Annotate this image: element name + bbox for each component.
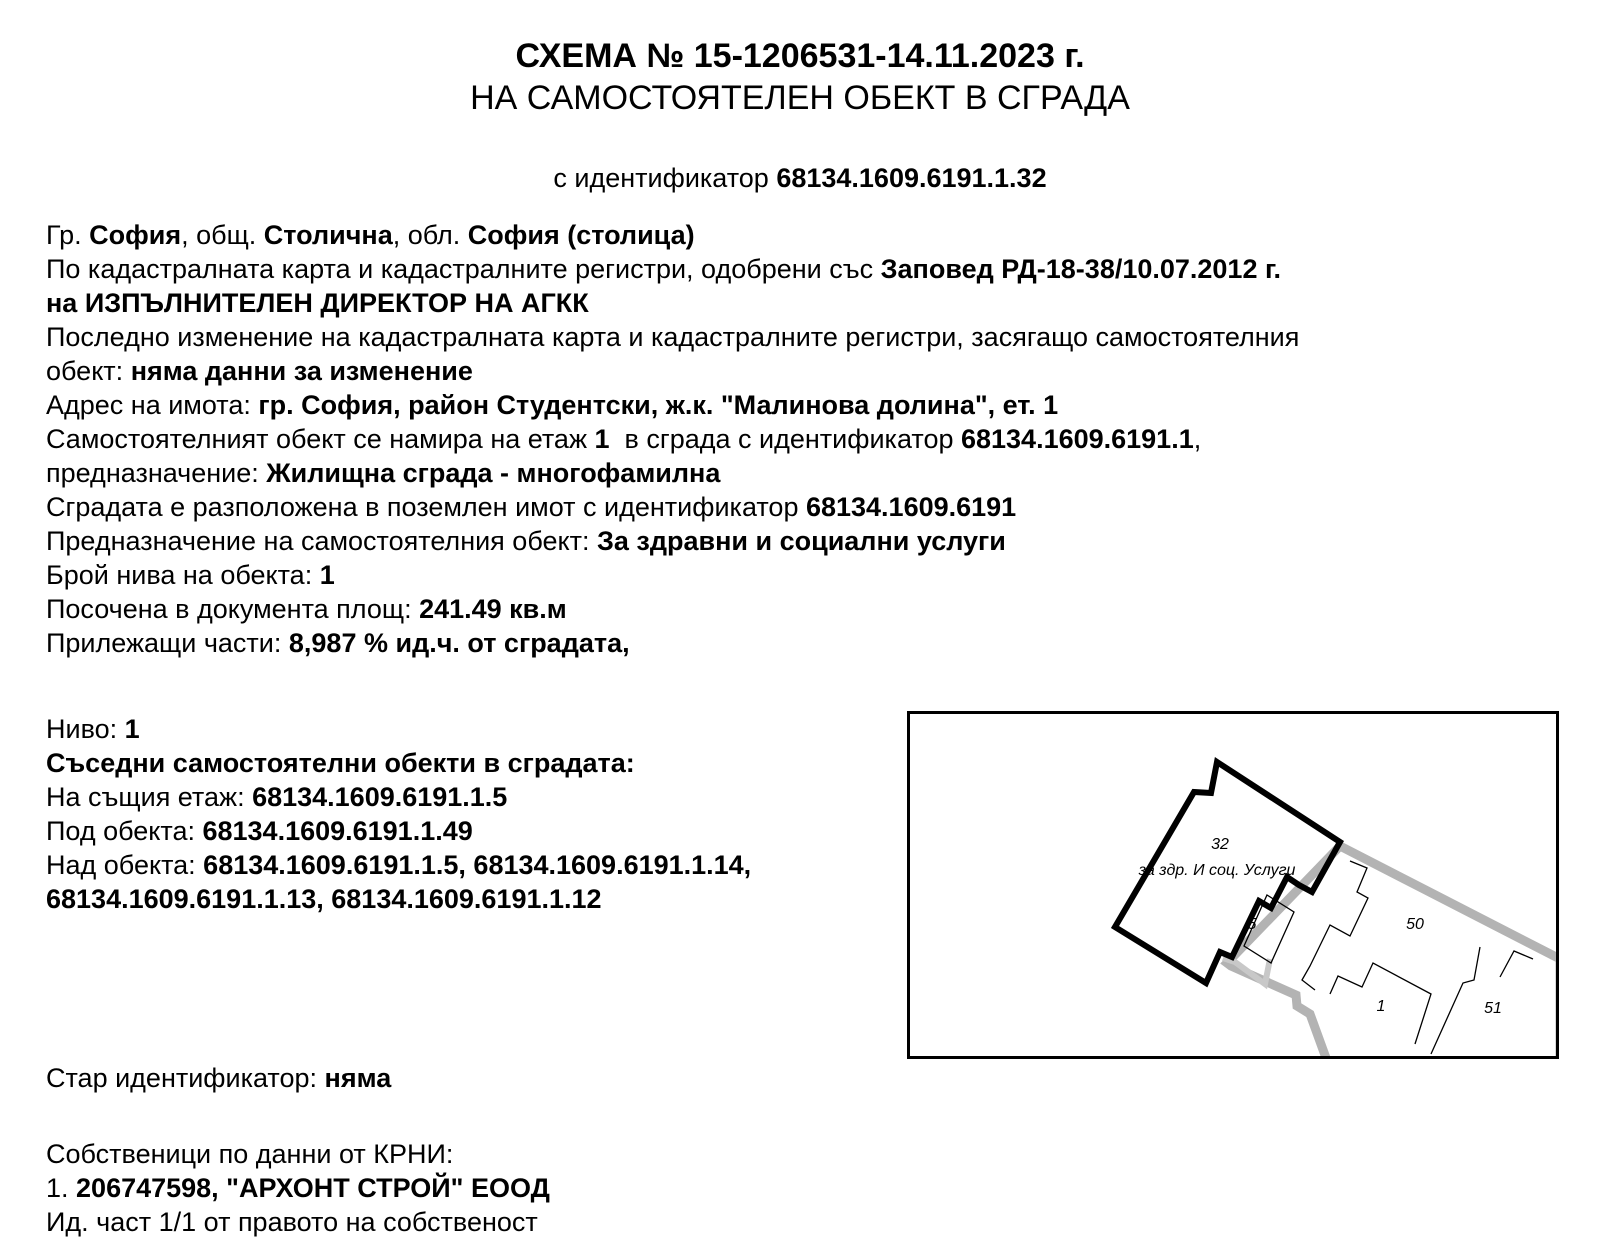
building-label: в сграда с идентификатор <box>609 424 961 454</box>
old-id-value: няма <box>324 1063 392 1093</box>
floor-value: 1 <box>594 424 610 454</box>
address-label: Адрес на имота: <box>46 390 259 420</box>
map-label-51: 51 <box>1484 1000 1502 1017</box>
above-label: Над обекта: <box>46 850 204 880</box>
building-id-suffix: , <box>1193 424 1202 454</box>
cadastral-map-sketch <box>907 711 1559 1059</box>
city-label: Гр. <box>46 220 90 250</box>
document-subtitle: НА САМОСТОЯТЕЛЕН ОБЕКТ В СГРАДА <box>470 79 1130 117</box>
area-line <box>46 592 1299 626</box>
building-id: 68134.1609.6191.1 <box>960 424 1194 454</box>
same-floor-value: 68134.1609.6191.1.5 <box>252 782 508 812</box>
last-change-label-2: обект: <box>46 356 131 386</box>
parts-value: 8,987 % ид.ч. от сградата, <box>288 628 630 658</box>
levels-line <box>46 558 1299 592</box>
below-value: 68134.1609.6191.1.49 <box>202 816 473 846</box>
connector-strip <box>1223 958 1270 984</box>
region-label: , обл. <box>392 220 468 250</box>
map-label-5: 5 <box>1247 916 1257 933</box>
purpose-label: предназначение: <box>46 458 267 488</box>
map-svg <box>910 714 1556 1056</box>
building-purpose: Жилищна сграда - многофамилна <box>266 458 721 488</box>
city-value: София <box>89 220 182 250</box>
owner-line <box>46 1171 550 1205</box>
map-label-purpose: за здр. И соц. Услуги <box>1138 862 1296 879</box>
above-line-2 <box>46 882 751 916</box>
address-line <box>46 388 1299 422</box>
last-change-value: няма данни за изменение <box>130 356 473 386</box>
object-purpose-label: Предназначение на самостоятелния обект: <box>46 526 597 556</box>
owners-heading-line <box>46 1137 550 1171</box>
land-label: Сградата е разположена в поземлен имот с идентификатор <box>46 492 806 522</box>
object-identifier: 68134.1609.6191.1.32 <box>776 163 1047 193</box>
area-label: Посочена в документа площ: <box>46 594 420 624</box>
above-value-2: 68134.1609.6191.1.13, 68134.1609.6191.1.12 <box>46 884 602 914</box>
address-value: гр. София, район Студентски, ж.к. "Малинова долина", ет. 1 <box>258 390 1059 420</box>
below-line <box>46 814 751 848</box>
owners-block <box>46 1137 550 1239</box>
cadastre-order: Заповед РД-18-38/10.07.2012 г. <box>880 254 1282 284</box>
above-value-1: 68134.1609.6191.1.5, 68134.1609.6191.1.14, <box>203 850 752 880</box>
map-label-1: 1 <box>1376 998 1386 1015</box>
land-line <box>46 490 1299 524</box>
old-id-label: Стар идентификатор: <box>46 1063 325 1093</box>
region-value: София (столица) <box>467 220 695 250</box>
level-label: Ниво: <box>46 714 125 744</box>
floor-label: Самостоятелният обект се намира на етаж <box>46 424 595 454</box>
parts-label: Прилежащи части: <box>46 628 289 658</box>
unit-51-division <box>1431 947 1480 1054</box>
level-line <box>46 712 751 746</box>
municipality-label: , общ. <box>181 220 264 250</box>
neighbors-block <box>46 712 751 916</box>
object-purpose: За здравни и социални услуги <box>596 526 1006 556</box>
parts-line <box>46 626 1299 660</box>
cadastre-issuer: на ИЗПЪЛНИТЕЛЕН ДИРЕКТОР НА АГКК <box>46 288 589 318</box>
last-change-line-2 <box>46 354 1299 388</box>
same-floor-line <box>46 780 751 814</box>
owner-number: 1. <box>46 1173 77 1203</box>
owner-name: 206747598, "АРХОНТ СТРОЙ" ЕООД <box>76 1173 550 1203</box>
level-value: 1 <box>124 714 140 744</box>
map-label-32: 32 <box>1211 836 1229 853</box>
floor-building-line <box>46 422 1299 456</box>
levels-value: 1 <box>319 560 335 590</box>
neighbors-heading-line <box>46 746 751 780</box>
building-purpose-line <box>46 456 1299 490</box>
identifier-label: с идентификатор <box>553 163 777 193</box>
object-purpose-line <box>46 524 1299 558</box>
cadastre-issuer-line <box>46 286 1299 320</box>
last-change-label-1: Последно изменение на кадастралната карта и кадастралните регистри, засягащо самостоятелния <box>46 322 1300 352</box>
old-id-block <box>46 1061 391 1095</box>
map-label-50: 50 <box>1406 916 1424 933</box>
unit-51-right <box>1500 951 1533 977</box>
same-floor-label: На същия етаж: <box>46 782 253 812</box>
land-id: 68134.1609.6191 <box>805 492 1017 522</box>
object-identifier-line <box>0 162 1600 194</box>
last-change-line-1 <box>46 320 1299 354</box>
unit-divisions <box>1244 861 1533 1054</box>
below-label: Под обекта: <box>46 816 203 846</box>
owner-share: Ид. част 1/1 от правото на собственост <box>46 1207 538 1237</box>
document-title: СХЕМА № 15-1206531-14.11.2023 г. <box>515 37 1085 75</box>
area-value: 241.49 кв.м <box>419 594 567 624</box>
municipality-value: Столична <box>263 220 393 250</box>
neighbors-heading: Съседни самостоятелни обекти в сградата: <box>46 748 635 778</box>
cadastre-order-line <box>46 252 1299 286</box>
levels-label: Брой нива на обекта: <box>46 560 320 590</box>
property-info-block <box>46 218 1299 660</box>
owner-share-line <box>46 1205 550 1239</box>
cadastre-approved-label: По кадастралната карта и кадастралните регистри, одобрени със <box>46 254 881 284</box>
owners-heading: Собственици по данни от КРНИ: <box>46 1139 454 1169</box>
location-line <box>46 218 1299 252</box>
old-id-line <box>46 1061 391 1095</box>
above-line-1 <box>46 848 751 882</box>
